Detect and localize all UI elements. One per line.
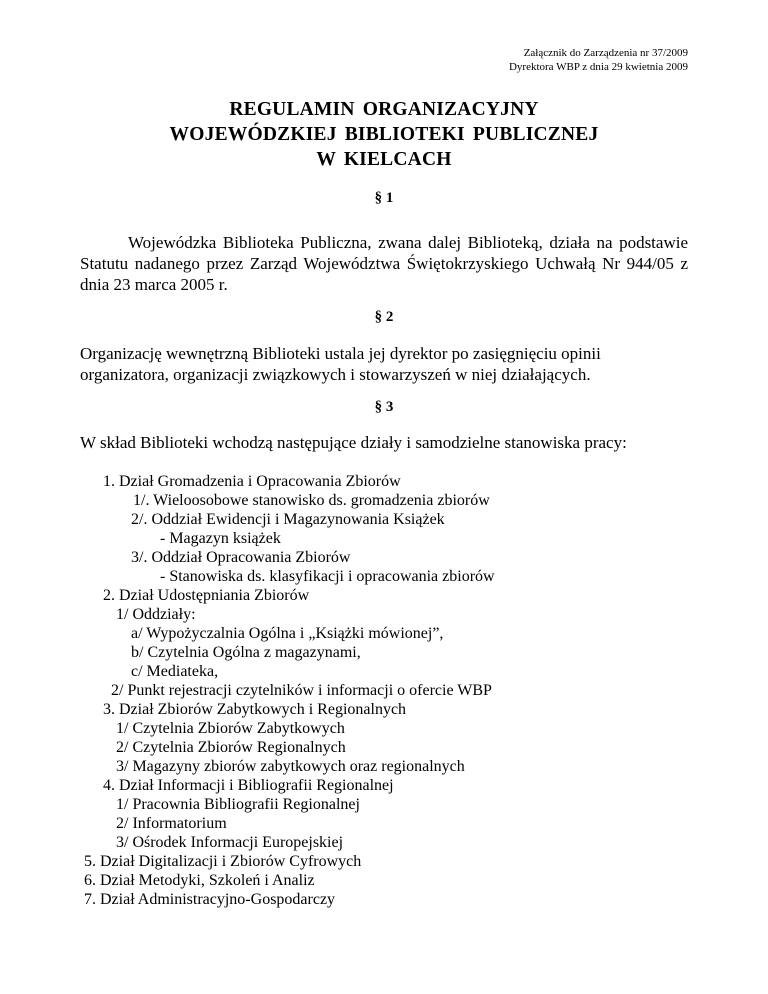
list-item: 1/. Wieloosobowe stanowisko ds. gromadzenia zbiorów (133, 492, 490, 509)
list-item: 3/. Oddział Opracowania Zbiorów (131, 549, 351, 566)
list-item: 3. Dział Zbiorów Zabytkowych i Regionalnych (103, 701, 407, 718)
list-item: b/ Czytelnia Ogólna z magazynami, (131, 644, 361, 661)
list-item: a/ Wypożyczalnia Ogólna i „Książki mówionej”, (131, 625, 444, 642)
list-item: 7. Dział Administracyjno-Gospodarczy (84, 891, 336, 908)
list-item: - Stanowiska ds. klasyfikacji i opracowania zbiorów (160, 568, 495, 585)
attachment-note-line: Załącznik do Zarządzenia nr 37/2009 (523, 47, 688, 59)
list-item: 2/ Informatorium (116, 815, 227, 832)
list-item: 2/. Oddział Ewidencji i Magazynowania Książek (131, 511, 445, 528)
list-item: 4. Dział Informacji i Bibliografii Regionalnej (103, 777, 394, 794)
list-item: 1. Dział Gromadzenia i Opracowania Zbiorów (103, 473, 401, 490)
list-item: - Magazyn książek (160, 530, 281, 547)
list-item: 3/ Magazyny zbiorów zabytkowych oraz regionalnych (116, 758, 465, 775)
section-mark-2: § 2 (374, 309, 394, 325)
list-item: 6. Dział Metodyki, Szkoleń i Analiz (84, 872, 315, 889)
list-item: 2/ Punkt rejestracji czytelników i informacji o ofercie WBP (111, 682, 492, 699)
list-item: 2. Dział Udostępniania Zbiorów (103, 587, 310, 604)
list-item: 2/ Czytelnia Zbiorów Regionalnych (116, 739, 346, 756)
list-item: c/ Mediateka, (131, 663, 219, 680)
list-item: 3/ Ośrodek Informacji Europejskiej (116, 834, 344, 851)
title-line: WOJEWÓDZKIEJ BIBLIOTEKI PUBLICZNEJ (169, 124, 599, 145)
attachment-note (509, 46, 688, 74)
document-title (0, 97, 768, 172)
title-line: REGULAMIN ORGANIZACYJNY (229, 99, 539, 120)
section-mark-3: § 3 (374, 399, 394, 415)
list-item: 1/ Pracownia Bibliografii Regionalnej (116, 796, 360, 813)
section-text-2: Organizację wewnętrzną Biblioteki ustala jej dyrektor po zasięgnięciu opinii organizatora, organizacji związkowych i stowarzyszeń w niej działających. (80, 344, 601, 384)
list-item: 5. Dział Digitalizacji i Zbiorów Cyfrowych (84, 853, 362, 870)
list-item: 1/ Czytelnia Zbiorów Zabytkowych (116, 720, 345, 737)
section-text-3: W skład Biblioteki wchodzą następujące działy i samodzielne stanowiska pracy: (80, 433, 627, 452)
section-text-1: Wojewódzka Biblioteka Publiczna, zwana dalej Biblioteką, działa na podstawie Statutu nadanego przez Zarząd Województwa Świętokrzyskiego Uchwałą Nr 944/05 z dnia 23 marca 2005 r. (80, 233, 688, 294)
section-mark-1: § 1 (374, 190, 394, 206)
list-item: 1/ Oddziały: (116, 606, 196, 623)
title-line: W KIELCACH (316, 149, 452, 170)
attachment-note-line: Dyrektora WBP z dnia 29 kwietnia 2009 (508, 61, 688, 73)
